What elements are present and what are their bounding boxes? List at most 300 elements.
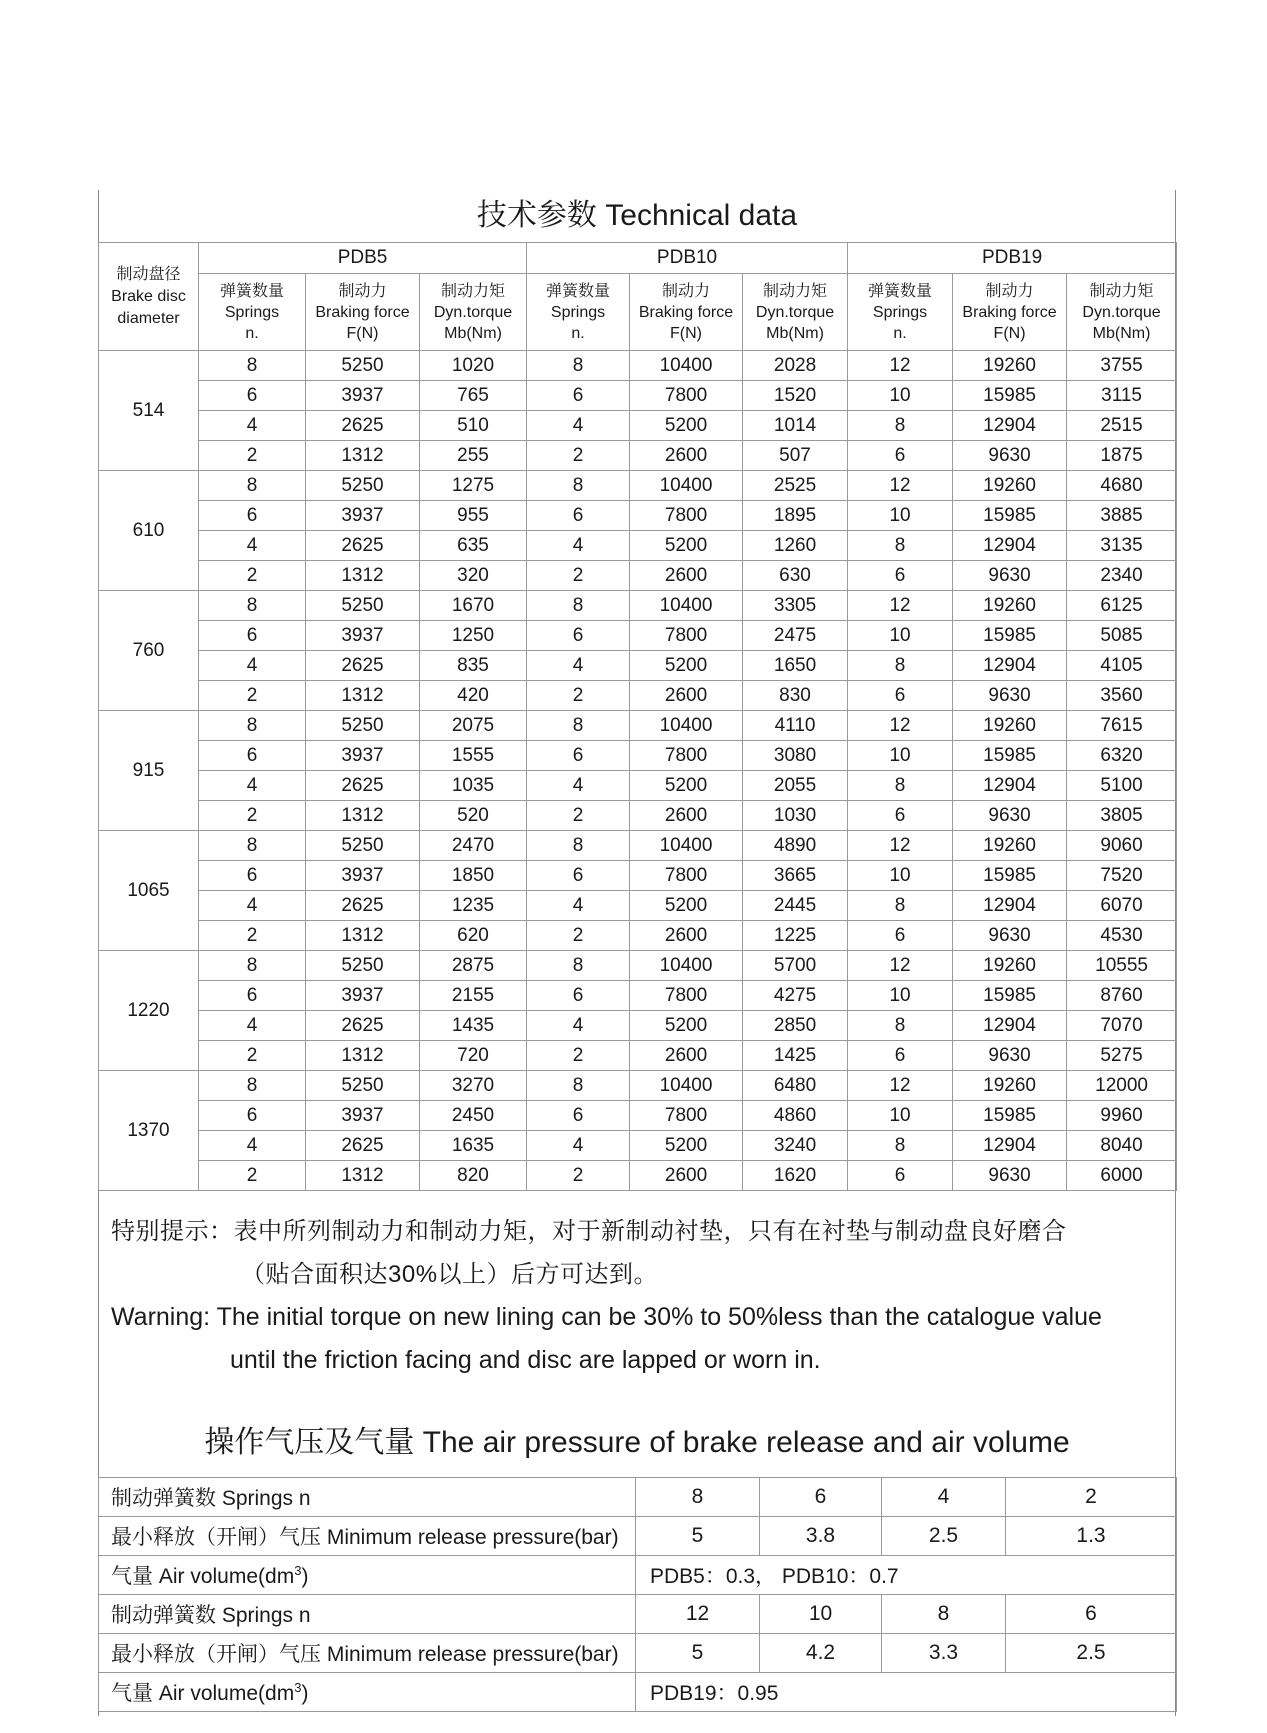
table-cell: 6070 xyxy=(1067,891,1177,921)
table-cell: 2 xyxy=(527,1041,630,1071)
table-cell: 8 xyxy=(848,891,953,921)
table-cell: 1635 xyxy=(420,1131,527,1161)
table-row xyxy=(99,1011,1177,1041)
table-cell: 4 xyxy=(527,411,630,441)
table-cell: 6 xyxy=(199,501,306,531)
springs-label: 制动弹簧数 Springs n xyxy=(99,1478,636,1517)
brake-disc-diameter-header: 制动盘径 Brake disc diameter xyxy=(99,243,199,351)
table-cell: 12904 xyxy=(953,771,1067,801)
table-cell: 1312 xyxy=(306,921,420,951)
note-english xyxy=(111,1296,1171,1382)
table-cell: 9630 xyxy=(953,441,1067,471)
table-cell: 2600 xyxy=(630,801,743,831)
air-volume-value: PDB5：0.3， PDB10：0.7 xyxy=(636,1556,1177,1595)
table-cell: 6 xyxy=(848,1041,953,1071)
column-header-torque: 制动力矩 Dyn.torque Mb(Nm) xyxy=(743,274,848,351)
table-cell: 9630 xyxy=(953,1161,1067,1191)
air-cell: 3.8 xyxy=(760,1517,882,1556)
air-springs-row-2 xyxy=(99,1595,1177,1634)
table-row xyxy=(99,381,1177,411)
table-cell: 5700 xyxy=(743,951,848,981)
table-cell: 10 xyxy=(848,381,953,411)
table-cell: 3305 xyxy=(743,591,848,621)
table-row xyxy=(99,771,1177,801)
table-cell: 7800 xyxy=(630,501,743,531)
table-row xyxy=(99,411,1177,441)
table-cell: 2515 xyxy=(1067,411,1177,441)
table-cell: 4890 xyxy=(743,831,848,861)
table-cell: 8040 xyxy=(1067,1131,1177,1161)
table-cell: 8 xyxy=(848,411,953,441)
table-cell: 6 xyxy=(199,741,306,771)
table-cell: 4680 xyxy=(1067,471,1177,501)
table-row xyxy=(99,441,1177,471)
table-cell: 5200 xyxy=(630,411,743,441)
table-cell: 2 xyxy=(199,441,306,471)
table-cell: 6 xyxy=(527,861,630,891)
table-cell: 1555 xyxy=(420,741,527,771)
table-cell: 2625 xyxy=(306,771,420,801)
table-cell: 2 xyxy=(199,921,306,951)
table-cell: 8 xyxy=(527,471,630,501)
table-row xyxy=(99,561,1177,591)
table-cell: 2075 xyxy=(420,711,527,741)
table-cell: 1425 xyxy=(743,1041,848,1071)
diameter-cell: 1065 xyxy=(99,831,199,951)
table-cell: 6 xyxy=(527,501,630,531)
table-cell: 8 xyxy=(527,351,630,381)
table-cell: 19260 xyxy=(953,351,1067,381)
table-cell: 12904 xyxy=(953,891,1067,921)
table-cell: 7070 xyxy=(1067,1011,1177,1041)
air-springs-row-1 xyxy=(99,1478,1177,1517)
table-cell: 1850 xyxy=(420,861,527,891)
table-cell: 2055 xyxy=(743,771,848,801)
springs-label: 制动弹簧数 Springs n xyxy=(99,1595,636,1634)
table-cell: 2 xyxy=(199,1161,306,1191)
table-cell: 8 xyxy=(527,951,630,981)
table-cell: 1670 xyxy=(420,591,527,621)
note-english-line-1: Warning: The initial torque on new lining can be 30% to 50%less than the catalogue value xyxy=(111,1303,1102,1331)
table-cell: 4 xyxy=(199,531,306,561)
table-cell: 9630 xyxy=(953,561,1067,591)
volume-label: 气量 Air $volume(dm^3)$ xyxy=(99,1673,636,1712)
table-cell: 8 xyxy=(199,471,306,501)
table-row xyxy=(99,951,1177,981)
table-cell: 4 xyxy=(199,411,306,441)
table-cell: 6 xyxy=(199,381,306,411)
air-cell: 3.3 xyxy=(882,1634,1006,1673)
table-cell: 820 xyxy=(420,1161,527,1191)
table-cell: 630 xyxy=(743,561,848,591)
table-cell: 1312 xyxy=(306,1041,420,1071)
table-cell: 6 xyxy=(199,861,306,891)
table-cell: 3755 xyxy=(1067,351,1177,381)
table-cell: 3937 xyxy=(306,501,420,531)
table-cell: 2 xyxy=(527,441,630,471)
table-cell: 19260 xyxy=(953,711,1067,741)
table-cell: 2625 xyxy=(306,531,420,561)
table-cell: 6 xyxy=(527,381,630,411)
table-cell: 6 xyxy=(527,1101,630,1131)
air-cell: 10 xyxy=(760,1595,882,1634)
table-cell: 507 xyxy=(743,441,848,471)
table-cell: 6 xyxy=(848,561,953,591)
table-cell: 5250 xyxy=(306,351,420,381)
table-cell: 12904 xyxy=(953,411,1067,441)
air-volume-row-2 xyxy=(99,1673,1177,1712)
table-cell: 3560 xyxy=(1067,681,1177,711)
table-cell: 1312 xyxy=(306,681,420,711)
air-cell: 2.5 xyxy=(882,1517,1006,1556)
table-cell: 15985 xyxy=(953,981,1067,1011)
column-header-springs: 弹簧数量 Springs n. xyxy=(848,274,953,351)
pressure-label: 最小释放（开闸）气压 Minimum release pressure(bar) xyxy=(99,1517,636,1556)
table-cell: 19260 xyxy=(953,831,1067,861)
table-cell: 6000 xyxy=(1067,1161,1177,1191)
air-cell: 4.2 xyxy=(760,1634,882,1673)
table-cell: 3240 xyxy=(743,1131,848,1161)
table-row xyxy=(99,981,1177,1011)
diameter-cell: 514 xyxy=(99,351,199,471)
table-cell: 8 xyxy=(848,1131,953,1161)
table-cell: 10400 xyxy=(630,1071,743,1101)
table-cell: 8 xyxy=(527,1071,630,1101)
note-chinese-line-1: 特别提示：表中所列制动力和制动力矩，对于新制动衬垫，只有在衬垫与制动盘良好磨合 xyxy=(111,1218,1067,1245)
table-cell: 4 xyxy=(199,891,306,921)
table-cell: 4 xyxy=(199,771,306,801)
table-cell: 1260 xyxy=(743,531,848,561)
table-cell: 7520 xyxy=(1067,861,1177,891)
table-cell: 2600 xyxy=(630,1161,743,1191)
table-cell: 4 xyxy=(527,1011,630,1041)
table-cell: 9060 xyxy=(1067,831,1177,861)
diameter-cell: 915 xyxy=(99,711,199,831)
table-cell: 6 xyxy=(199,1101,306,1131)
table-cell: 19260 xyxy=(953,591,1067,621)
table-row xyxy=(99,351,1177,381)
table-cell: 2 xyxy=(199,801,306,831)
table-cell: 2450 xyxy=(420,1101,527,1131)
table-cell: 2875 xyxy=(420,951,527,981)
table-cell: 7800 xyxy=(630,741,743,771)
page-title: 技术参数 Technical data xyxy=(476,199,798,232)
table-cell: 3937 xyxy=(306,1101,420,1131)
table-cell: 2 xyxy=(527,561,630,591)
table-row xyxy=(99,651,1177,681)
table-cell: 3937 xyxy=(306,621,420,651)
table-cell: 4 xyxy=(199,651,306,681)
table-row xyxy=(99,471,1177,501)
table-cell: 12000 xyxy=(1067,1071,1177,1101)
table-cell: 2600 xyxy=(630,441,743,471)
table-row xyxy=(99,1161,1177,1191)
table-cell: 10 xyxy=(848,1101,953,1131)
table-cell: 6125 xyxy=(1067,591,1177,621)
table-cell: 2 xyxy=(527,801,630,831)
table-cell: 3937 xyxy=(306,741,420,771)
table-cell: 320 xyxy=(420,561,527,591)
table-cell: 2600 xyxy=(630,681,743,711)
air-pressure-table xyxy=(98,1477,1177,1712)
table-cell: 10400 xyxy=(630,351,743,381)
table-cell: 510 xyxy=(420,411,527,441)
table-cell: 8 xyxy=(848,531,953,561)
table-cell: 3937 xyxy=(306,861,420,891)
table-cell: 2340 xyxy=(1067,561,1177,591)
model-header-pdb5: PDB5 xyxy=(199,243,527,274)
table-cell: 7615 xyxy=(1067,711,1177,741)
table-row xyxy=(99,1101,1177,1131)
table-cell: 6 xyxy=(848,921,953,951)
table-cell: 1312 xyxy=(306,561,420,591)
table-cell: 6 xyxy=(527,981,630,1011)
table-cell: 5200 xyxy=(630,531,743,561)
column-header-torque: 制动力矩 Dyn.torque Mb(Nm) xyxy=(1067,274,1177,351)
table-cell: 255 xyxy=(420,441,527,471)
table-cell: 5100 xyxy=(1067,771,1177,801)
table-cell: 10555 xyxy=(1067,951,1177,981)
table-row xyxy=(99,891,1177,921)
table-cell: 15985 xyxy=(953,861,1067,891)
column-header-torque: 制动力矩 Dyn.torque Mb(Nm) xyxy=(420,274,527,351)
table-cell: 7800 xyxy=(630,981,743,1011)
column-header-springs: 弹簧数量 Springs n. xyxy=(527,274,630,351)
air-volume-value: PDB19：0.95 xyxy=(636,1673,1177,1712)
table-cell: 9630 xyxy=(953,801,1067,831)
table-cell: 5200 xyxy=(630,1131,743,1161)
diameter-cell: 610 xyxy=(99,471,199,591)
technical-data-sheet xyxy=(98,190,1176,1716)
table-cell: 10 xyxy=(848,501,953,531)
table-cell: 6 xyxy=(527,621,630,651)
air-cell: 2.5 xyxy=(1006,1634,1177,1673)
air-cell: 4 xyxy=(882,1478,1006,1517)
table-cell: 1312 xyxy=(306,801,420,831)
table-cell: 19260 xyxy=(953,951,1067,981)
table-cell: 3115 xyxy=(1067,381,1177,411)
table-cell: 1620 xyxy=(743,1161,848,1191)
table-cell: 12 xyxy=(848,591,953,621)
column-subheader-row xyxy=(99,274,1177,351)
table-cell: 5250 xyxy=(306,831,420,861)
table-cell: 6480 xyxy=(743,1071,848,1101)
table-cell: 2445 xyxy=(743,891,848,921)
table-cell: 1030 xyxy=(743,801,848,831)
table-cell: 4 xyxy=(527,651,630,681)
table-cell: 6 xyxy=(848,801,953,831)
table-cell: 1250 xyxy=(420,621,527,651)
table-cell: 6 xyxy=(527,741,630,771)
technical-data-table xyxy=(98,242,1177,1191)
table-cell: 2 xyxy=(199,681,306,711)
model-header-pdb10: PDB10 xyxy=(527,243,848,274)
air-volume-row-1 xyxy=(99,1556,1177,1595)
table-cell: 4 xyxy=(199,1011,306,1041)
air-pressure-row-1 xyxy=(99,1517,1177,1556)
table-cell: 2625 xyxy=(306,1131,420,1161)
table-cell: 9630 xyxy=(953,1041,1067,1071)
table-cell: 10400 xyxy=(630,711,743,741)
table-cell: 19260 xyxy=(953,471,1067,501)
table-cell: 4 xyxy=(527,531,630,561)
table-cell: 3937 xyxy=(306,381,420,411)
table-cell: 720 xyxy=(420,1041,527,1071)
table-row xyxy=(99,711,1177,741)
table-cell: 3805 xyxy=(1067,801,1177,831)
table-cell: 4 xyxy=(527,891,630,921)
table-cell: 2 xyxy=(199,561,306,591)
table-cell: 15985 xyxy=(953,1101,1067,1131)
table-cell: 4 xyxy=(199,1131,306,1161)
table-cell: 1275 xyxy=(420,471,527,501)
table-cell: 1020 xyxy=(420,351,527,381)
table-cell: 520 xyxy=(420,801,527,831)
diameter-cell: 760 xyxy=(99,591,199,711)
table-cell: 9960 xyxy=(1067,1101,1177,1131)
table-cell: 3885 xyxy=(1067,501,1177,531)
air-cell: 5 xyxy=(636,1517,760,1556)
table-cell: 10 xyxy=(848,741,953,771)
table-row xyxy=(99,621,1177,651)
table-cell: 2 xyxy=(527,921,630,951)
table-cell: 8 xyxy=(199,351,306,381)
table-cell: 8 xyxy=(199,951,306,981)
table-row xyxy=(99,831,1177,861)
table-cell: 8 xyxy=(199,591,306,621)
table-row xyxy=(99,801,1177,831)
table-cell: 8 xyxy=(848,651,953,681)
table-cell: 2 xyxy=(199,1041,306,1071)
table-cell: 1235 xyxy=(420,891,527,921)
table-cell: 8760 xyxy=(1067,981,1177,1011)
air-cell: 6 xyxy=(760,1478,882,1517)
table-cell: 835 xyxy=(420,651,527,681)
table-cell: 5250 xyxy=(306,1071,420,1101)
table-cell: 2028 xyxy=(743,351,848,381)
table-cell: 5085 xyxy=(1067,621,1177,651)
table-row xyxy=(99,531,1177,561)
table-cell: 8 xyxy=(527,591,630,621)
air-cell: 12 xyxy=(636,1595,760,1634)
table-cell: 5200 xyxy=(630,771,743,801)
table-cell: 3080 xyxy=(743,741,848,771)
pressure-label: 最小释放（开闸）气压 Minimum release pressure(bar) xyxy=(99,1634,636,1673)
table-cell: 8 xyxy=(848,771,953,801)
table-row xyxy=(99,501,1177,531)
table-cell: 2600 xyxy=(630,921,743,951)
note-chinese-line-2: （贴合面积达30%以上）后方可达到。 xyxy=(241,1261,659,1288)
table-cell: 19260 xyxy=(953,1071,1067,1101)
table-cell: 1895 xyxy=(743,501,848,531)
table-cell: 7800 xyxy=(630,381,743,411)
table-cell: 8 xyxy=(199,711,306,741)
table-cell: 6 xyxy=(848,1161,953,1191)
table-cell: 4 xyxy=(527,1131,630,1161)
table-cell: 2625 xyxy=(306,891,420,921)
table-cell: 1225 xyxy=(743,921,848,951)
table-cell: 15985 xyxy=(953,381,1067,411)
table-cell: 10 xyxy=(848,981,953,1011)
table-cell: 8 xyxy=(527,831,630,861)
table-cell: 2625 xyxy=(306,651,420,681)
table-cell: 1312 xyxy=(306,1161,420,1191)
table-cell: 2 xyxy=(527,681,630,711)
table-cell: 10400 xyxy=(630,831,743,861)
table-cell: 4860 xyxy=(743,1101,848,1131)
table-cell: 12 xyxy=(848,711,953,741)
table-row xyxy=(99,741,1177,771)
table-cell: 1435 xyxy=(420,1011,527,1041)
table-cell: 15985 xyxy=(953,741,1067,771)
column-header-springs: 弹簧数量 Springs n. xyxy=(199,274,306,351)
air-pressure-title: 操作气压及气量 The air pressure of brake release and air volume xyxy=(204,1426,1070,1459)
table-cell: 765 xyxy=(420,381,527,411)
table-row xyxy=(99,1041,1177,1071)
table-cell: 1650 xyxy=(743,651,848,681)
table-cell: 10 xyxy=(848,861,953,891)
table-cell: 5250 xyxy=(306,471,420,501)
table-cell: 2600 xyxy=(630,561,743,591)
table-cell: 620 xyxy=(420,921,527,951)
volume-label: 气量 Air $volume(dm^3)$ xyxy=(99,1556,636,1595)
table-cell: 1520 xyxy=(743,381,848,411)
table-cell: 12 xyxy=(848,351,953,381)
table-cell: 1035 xyxy=(420,771,527,801)
table-cell: 10400 xyxy=(630,951,743,981)
table-cell: 3937 xyxy=(306,981,420,1011)
table-cell: 7800 xyxy=(630,861,743,891)
table-cell: 9630 xyxy=(953,681,1067,711)
table-cell: 2625 xyxy=(306,1011,420,1041)
table-cell: 5250 xyxy=(306,711,420,741)
notes-block xyxy=(111,1210,1171,1382)
table-cell: 15985 xyxy=(953,621,1067,651)
model-header-pdb19: PDB19 xyxy=(848,243,1177,274)
air-cell: 5 xyxy=(636,1634,760,1673)
table-cell: 420 xyxy=(420,681,527,711)
table-cell: 3135 xyxy=(1067,531,1177,561)
table-row xyxy=(99,861,1177,891)
air-cell: 8 xyxy=(882,1595,1006,1634)
table-cell: 2525 xyxy=(743,471,848,501)
table-cell: 5250 xyxy=(306,951,420,981)
table-cell: 12904 xyxy=(953,1011,1067,1041)
table-cell: 2600 xyxy=(630,1041,743,1071)
table-cell: 4110 xyxy=(743,711,848,741)
table-cell: 5200 xyxy=(630,651,743,681)
table-cell: 1875 xyxy=(1067,441,1177,471)
table-cell: 3270 xyxy=(420,1071,527,1101)
table-cell: 12 xyxy=(848,951,953,981)
table-cell: 955 xyxy=(420,501,527,531)
table-cell: 7800 xyxy=(630,621,743,651)
table-row xyxy=(99,921,1177,951)
table-cell: 5200 xyxy=(630,1011,743,1041)
table-cell: 6 xyxy=(848,441,953,471)
table-cell: 4275 xyxy=(743,981,848,1011)
table-cell: 9630 xyxy=(953,921,1067,951)
table-cell: 4105 xyxy=(1067,651,1177,681)
note-english-line-2: until the friction facing and disc are lapped or worn in. xyxy=(230,1346,821,1374)
table-cell: 6 xyxy=(848,681,953,711)
column-header-force: 制动力 Braking force F(N) xyxy=(306,274,420,351)
table-cell: 10400 xyxy=(630,591,743,621)
table-cell: 12 xyxy=(848,1071,953,1101)
table-cell: 5275 xyxy=(1067,1041,1177,1071)
table-cell: 12 xyxy=(848,471,953,501)
table-cell: 12904 xyxy=(953,1131,1067,1161)
